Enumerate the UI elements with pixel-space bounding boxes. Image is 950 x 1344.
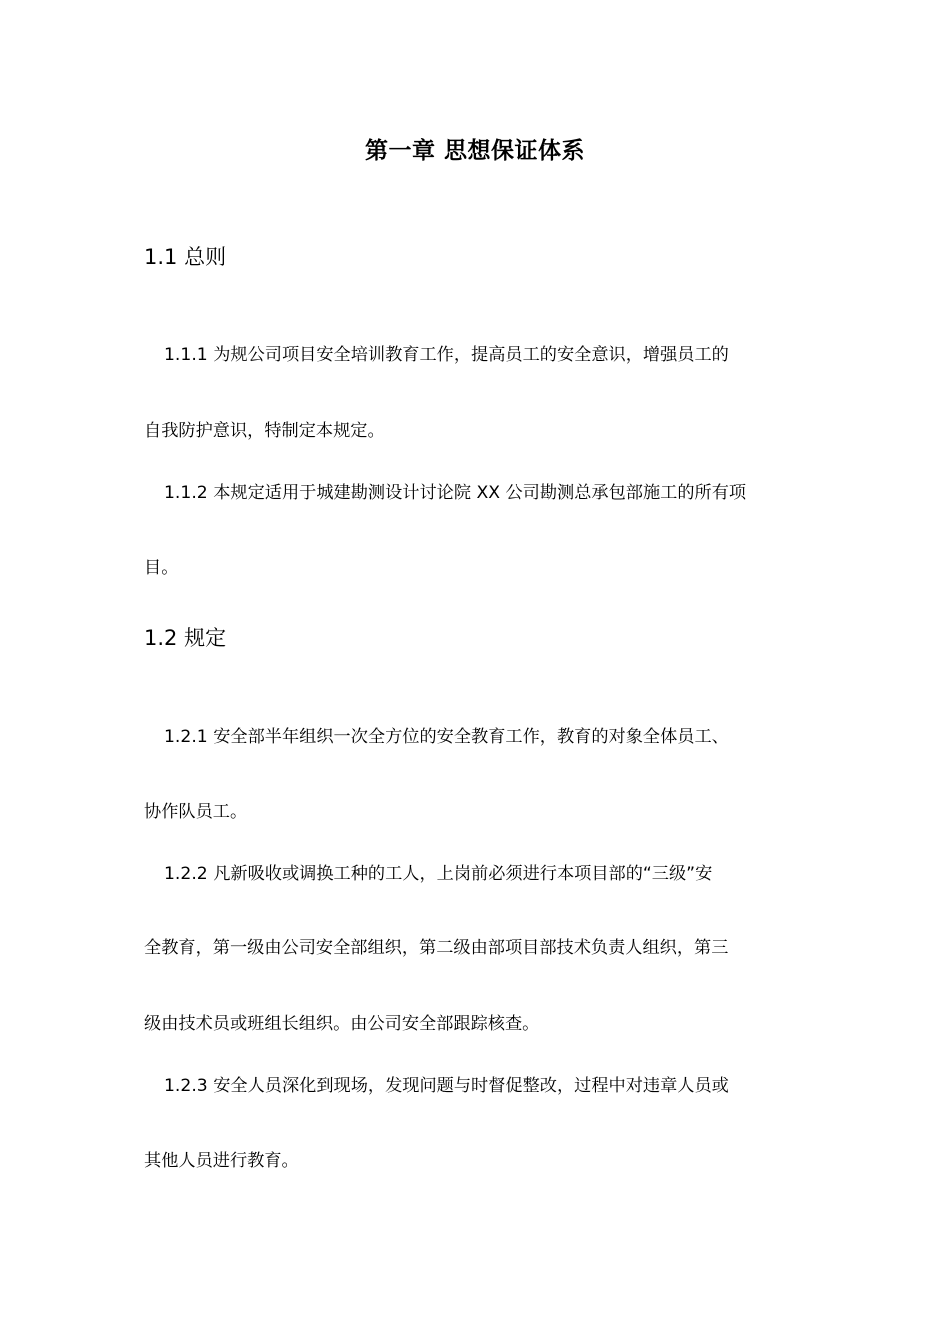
paragraph-line: 1.2.1 安全部半年组织一次全方位的安全教育工作，教育的对象全体员工、 <box>164 727 729 747</box>
paragraph-1-2-1 <box>144 724 814 834</box>
paragraph-line: 全教育，第一级由公司安全部组织，第二级由部项目部技术负责人组织，第三 <box>144 938 729 958</box>
paragraph-line: 其他人员进行教育。 <box>144 1151 299 1171</box>
paragraph-1-1-2 <box>144 480 814 590</box>
paragraph-line: 1.2.2 凡新吸收或调换工种的工人，上岗前必须进行本项目部的“三级”安 <box>164 864 713 884</box>
chapter-title: 第一章 思想保证体系 <box>364 138 585 164</box>
paragraph-line: 1.1.1 为规公司项目安全培训教育工作，提高员工的安全意识，增强员工的 <box>164 345 729 365</box>
paragraph-line: 目。 <box>144 558 179 578</box>
paragraph-line: 级由技术员或班组长组织。由公司安全部跟踪核查。 <box>144 1014 540 1034</box>
paragraph-1-1-1 <box>144 342 814 452</box>
paragraph-line: 自我防护意识，特制定本规定。 <box>144 421 385 441</box>
section-heading-general: 1.1 总则 <box>144 245 227 269</box>
paragraph-line: 1.2.3 安全人员深化到现场，发现问题与时督促整改，过程中对违章人员或 <box>164 1076 729 1096</box>
section-heading-rules: 1.2 规定 <box>144 626 227 650</box>
paragraph-line: 协作队员工。 <box>144 802 248 822</box>
paragraph-1-2-2 <box>144 861 814 1051</box>
paragraph-line: 1.1.2 本规定适用于城建勘测设计讨论院 XX 公司勘测总承包部施工的所有项 <box>164 483 747 503</box>
paragraph-1-2-3 <box>144 1073 814 1183</box>
